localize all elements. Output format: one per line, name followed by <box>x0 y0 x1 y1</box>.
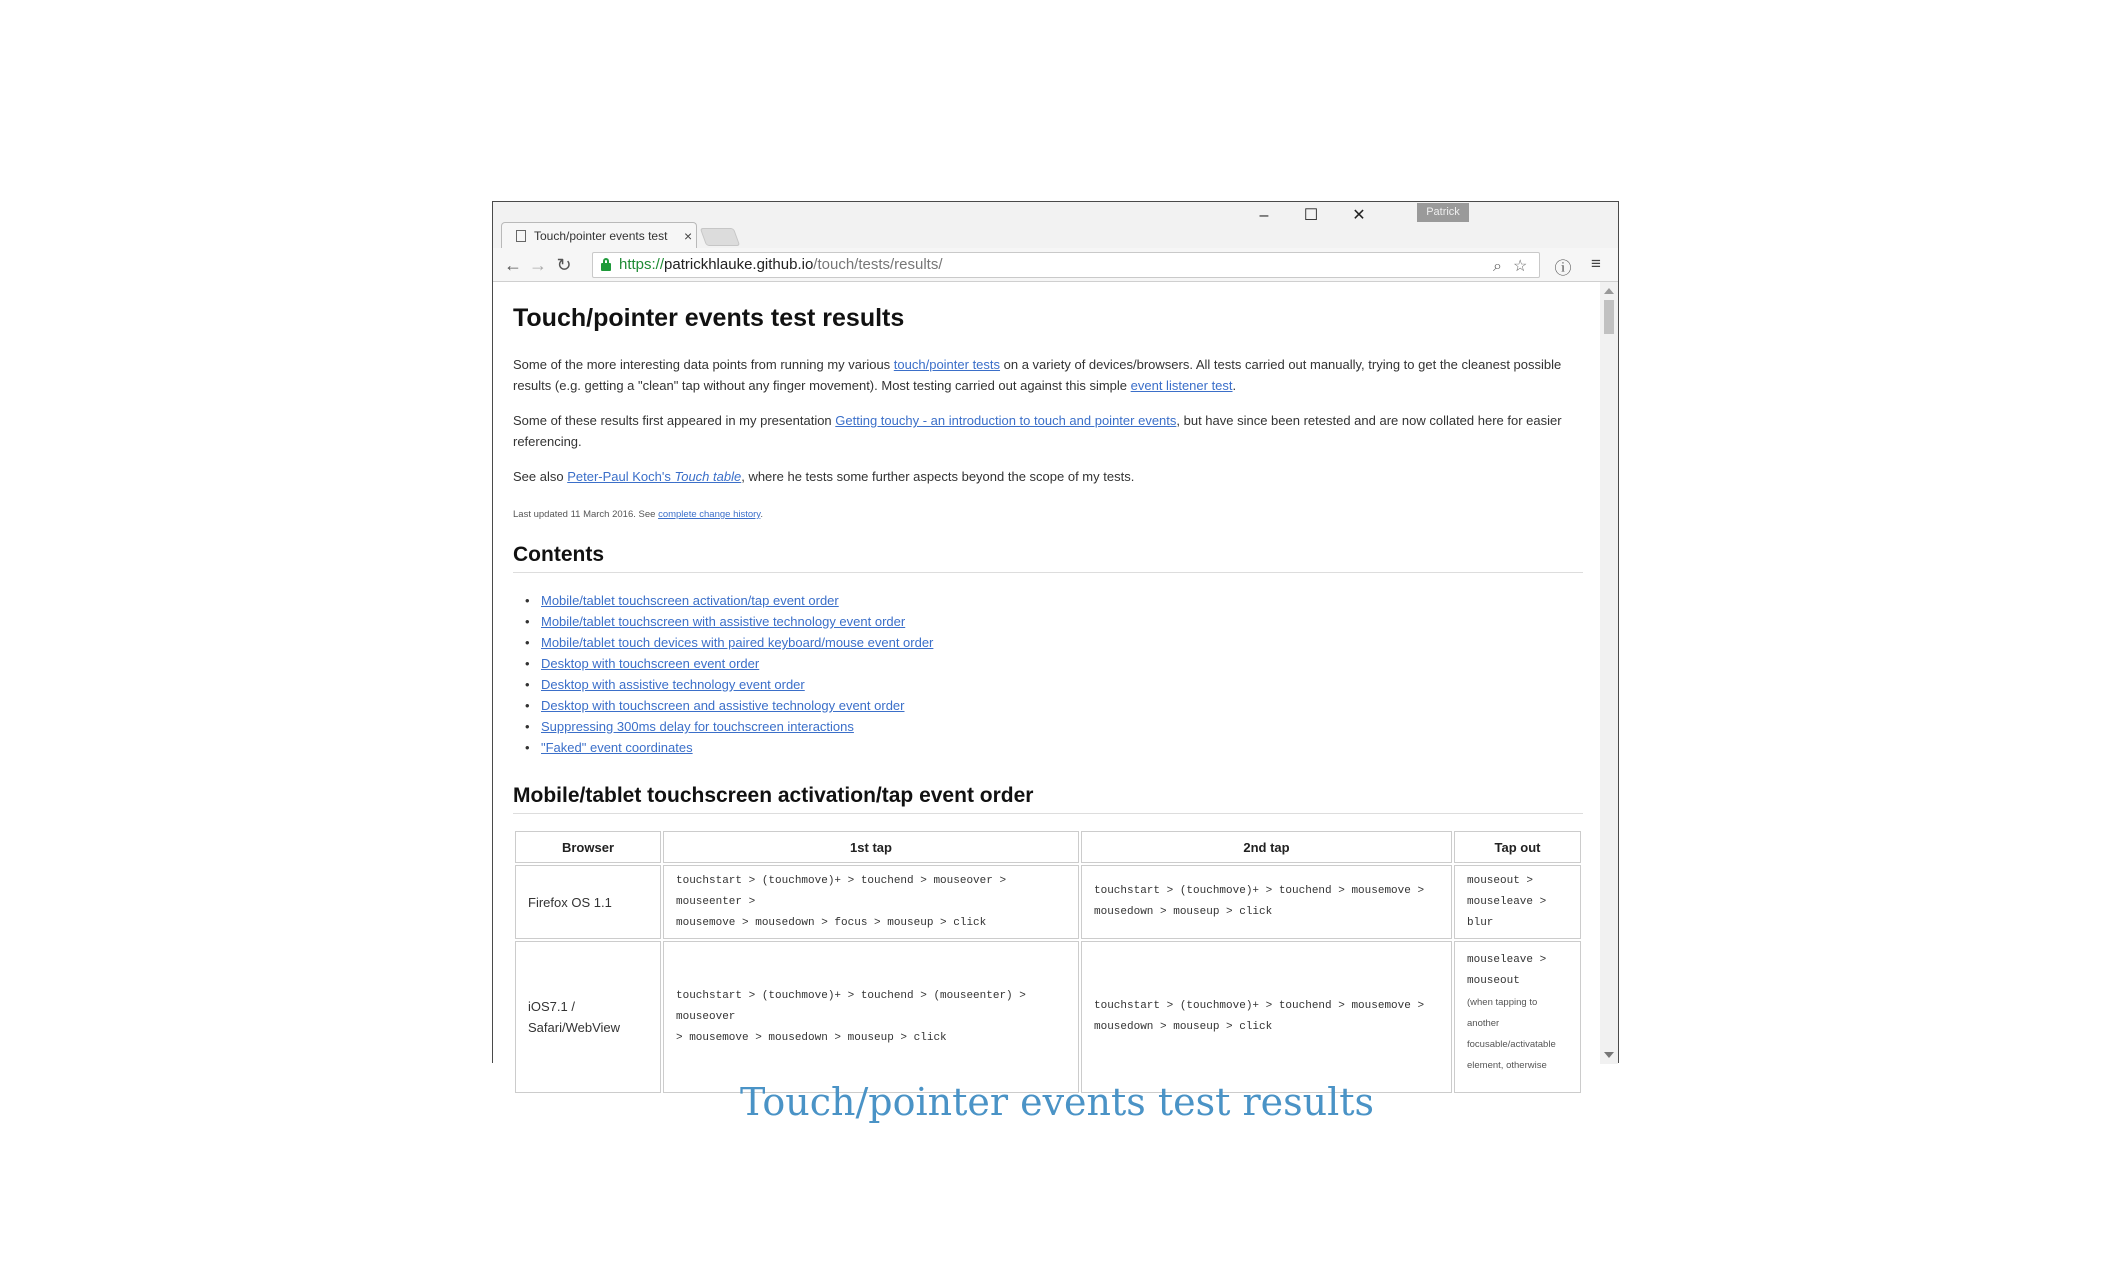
tap-out-cell: mouseleave > mouseout (when tapping to another focusable/activatable element, otherwise <box>1454 941 1581 1093</box>
table-header-row <box>515 831 1581 863</box>
address-bar[interactable] <box>592 252 1540 278</box>
profile-badge[interactable]: Patrick <box>1417 203 1469 222</box>
contents-item: • Mobile/tablet touchscreen activation/tap event order <box>541 590 933 611</box>
tap-out-cell: mouseout > mouseleave > blur <box>1454 865 1581 939</box>
star-icon[interactable]: ☆ <box>1513 258 1528 275</box>
table-row <box>515 865 1581 939</box>
contents-item: • Desktop with assistive technology event order <box>541 674 933 695</box>
tab-title: Touch/pointer events test <box>534 228 668 243</box>
column-header: Browser <box>515 831 661 863</box>
section-heading: Mobile/tablet touchscreen activation/tap event order <box>513 784 1583 814</box>
link-touch-pointer-tests[interactable]: touch/pointer tests <box>893 357 1001 372</box>
tab-strip <box>493 202 1618 248</box>
second-tap-cell: touchstart > (touchmove)+ > touchend > mousemove > mousedown > mouseup > click <box>1081 941 1452 1093</box>
browser-chrome <box>493 202 1618 282</box>
scroll-down-icon[interactable] <box>1604 1052 1614 1058</box>
first-tap-cell: touchstart > (touchmove)+ > touchend > (mouseenter) > mouseover > mousemove > mousedown > mouseup > click <box>663 941 1079 1093</box>
last-updated-note: Last updated 11 March 2016. See complete change history. <box>513 509 763 520</box>
new-tab-button[interactable] <box>700 228 741 246</box>
close-button[interactable]: ✕ <box>1352 207 1366 224</box>
column-header: 2nd tap <box>1081 831 1452 863</box>
minimize-button[interactable]: – <box>1259 207 1269 224</box>
browser-cell: iOS7.1 / Safari/WebView <box>515 941 661 1093</box>
browser-window <box>492 201 1619 1071</box>
lock-icon <box>601 258 611 271</box>
intro-paragraph-1: Some of the more interesting data points from running my various touch/pointer tests on a variety of devices/browsers. All tests carried out manually, trying to get the cleanest possible results (e.g. getting a "clean" tap without any finger movement). Most testing carried out against this simple event listener test. <box>513 357 1562 393</box>
results-table <box>513 829 1583 1095</box>
table-row <box>515 941 1581 1093</box>
contents-item: • Mobile/tablet touchscreen with assistive technology event order <box>541 611 933 632</box>
intro-paragraph-2: Some of these results first appeared in my presentation Getting touchy - an introduction to touch and pointer events, but have since been retested and are now collated here for easier referencing. <box>513 413 1562 449</box>
first-tap-cell: touchstart > (touchmove)+ > touchend > mouseover > mouseenter > mousemove > mousedown > focus > mouseup > click <box>663 865 1079 939</box>
scrollbar-thumb[interactable] <box>1604 300 1614 334</box>
contents-item: • Mobile/tablet touch devices with paired keyboard/mouse event order <box>541 632 933 653</box>
extension-icon[interactable]: ⓘ <box>1554 259 1572 278</box>
back-button[interactable]: ← <box>504 255 522 275</box>
column-header: Tap out <box>1454 831 1581 863</box>
page-viewport <box>493 282 1601 1071</box>
link-change-history[interactable]: complete change history <box>658 509 761 520</box>
page-title: Touch/pointer events test results <box>513 304 905 332</box>
menu-icon[interactable]: ≡ <box>1591 254 1601 273</box>
contents-item: • "Faked" event coordinates <box>541 737 933 758</box>
contents-list <box>541 590 933 758</box>
browser-cell: Firefox OS 1.1 <box>515 865 661 939</box>
tab-close-icon[interactable]: × <box>684 227 693 244</box>
intro-paragraph-3: See also Peter-Paul Koch's Touch table, where he tests some further aspects beyond the scope of my tests. <box>513 469 1135 484</box>
contents-item: • Suppressing 300ms delay for touchscreen interactions <box>541 716 933 737</box>
column-header: 1st tap <box>663 831 1079 863</box>
zoom-icon[interactable]: ⌕ <box>1493 258 1502 275</box>
link-touch-table[interactable]: Peter-Paul Koch's Touch table <box>567 469 742 484</box>
vertical-scrollbar[interactable] <box>1600 282 1618 1064</box>
second-tap-cell: touchstart > (touchmove)+ > touchend > mousemove > mousedown > mouseup > click <box>1081 865 1452 939</box>
slide-caption: Touch/pointer events test results <box>739 1080 1375 1124</box>
reload-button[interactable]: ↻ <box>556 255 572 275</box>
contents-item: • Desktop with touchscreen event order <box>541 653 933 674</box>
link-event-listener-test[interactable]: event listener test <box>1130 378 1233 393</box>
contents-item: • Desktop with touchscreen and assistive technology event order <box>541 695 933 716</box>
maximize-button[interactable]: ☐ <box>1303 207 1319 224</box>
url-text: https://patrickhlauke.github.io/touch/tests/results/ <box>619 256 943 273</box>
contents-heading: Contents <box>513 543 1583 573</box>
link-presentation[interactable]: Getting touchy - an introduction to touch and pointer events <box>835 413 1177 428</box>
tab-active[interactable] <box>501 222 697 248</box>
scroll-up-icon[interactable] <box>1604 288 1614 294</box>
browser-toolbar <box>493 248 1618 282</box>
forward-button[interactable]: → <box>529 255 547 275</box>
document-icon <box>516 230 526 242</box>
